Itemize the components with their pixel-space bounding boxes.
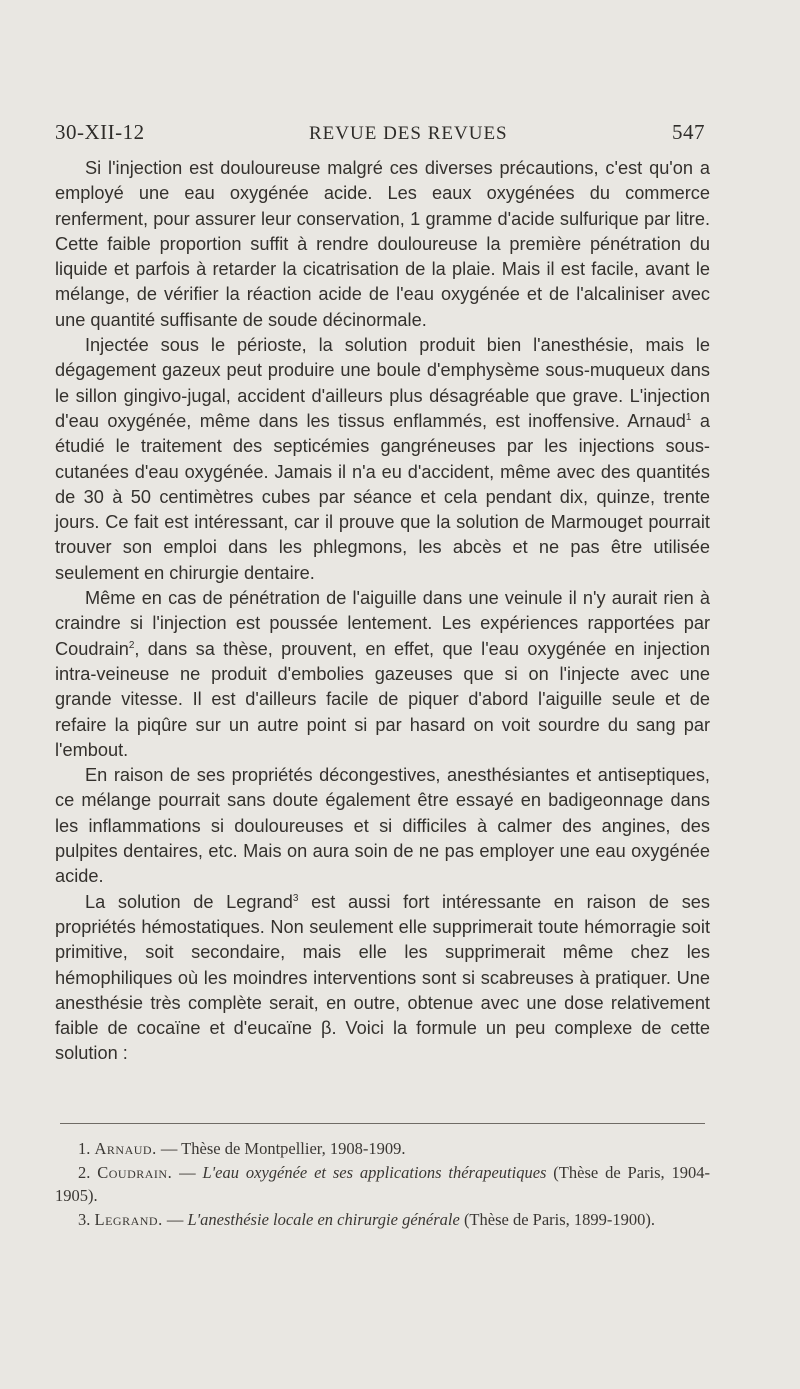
footnote-dash: — <box>172 1162 203 1182</box>
footnote-author: Legrand. <box>94 1209 163 1229</box>
footnote-divider <box>60 1123 705 1124</box>
paragraph-5-text: La solution de Legrand <box>85 891 293 912</box>
footnote-2 <box>55 1161 710 1208</box>
paragraph-5-text-cont: est aussi fort intéressante en raison de ses propriétés hémostatiques. Non seulement elle supprimerait toute hémorragie soit primitive, soit secondaire, mais elle les supprimerait même chez les hémophiliques où les moindres interventions sont si scabreuses à pratiquer. Une anesthésie très complète serait, en outre, obtenue avec une dose relativement faible de cocaïne et d'eucaïne β. Voici la formule un peu complexe de cette solution : <box>55 891 710 1064</box>
paragraph-2-text: Injectée sous le périoste, la solution produit bien l'anesthésie, mais le dégagement gazeux peut produire une boule d'emphysème sous-muqueux dans le sillon gingivo-jugal, accident d'ailleurs plus désagréable que grave. L'injection d'eau oxygénée, même dans les tissus enflammés, est inoffensive. Arnaud <box>55 335 710 431</box>
footnote-ref-1: 1 <box>685 411 692 423</box>
paragraph-2-text-cont: a étudié le traitement des septicémies gangréneuses par les injections sous-cutanées d'eau oxygénée. Jamais il n'a eu d'accident, même avec des quantités de 30 à 50 centimètres cubes par séance et cela pendant dix, quinze, trente jours. Ce fait est intéressant, car il prouve que la solution de Marmouget pourrait trouver son emploi dans les phlegmons, les abcès et ne pas être utilisée seulement en chirurgie dentaire. <box>55 410 710 583</box>
paragraph-4: En raison de ses propriétés décongestives, anesthésiantes et antiseptiques, ce mélange pourrait sans doute également être essayé en badigeonnage dans les inflammations si douloureuses et si difficiles à calmer des angines, des pulpites dentaires, etc. Mais on aura soin de ne pas employer une eau oxygénée acide. <box>55 765 710 887</box>
footnote-ref-3: 3 <box>292 892 299 904</box>
footnote-details: (Thèse de Paris, 1899-1900). <box>459 1209 656 1229</box>
footnote-details: (Thèse de Paris, 1904-1905). <box>55 1162 711 1205</box>
footnote-1 <box>55 1137 710 1161</box>
header-date: 30-XII-12 <box>55 120 145 144</box>
footnote-dash: — <box>162 1209 188 1229</box>
paragraph-1: Si l'injection est douloureuse malgré ces diverses précautions, c'est qu'on a employé une eau oxygénée acide. Les eaux oxygénées du commerce renferment, pour assurer leur conservation, 1 gramme d'acide sulfurique par litre. Cette faible proportion suffit à rendre douloureuse la première pénétration du liquide et parfois à retarder la cicatrisation de la plaie. Mais il est facile, avant le mélange, de vérifier la réaction acide de l'eau oxygénée et de l'alcaliniser avec une quantité suffisante de soude décinormale. <box>55 158 710 330</box>
article-body <box>55 156 710 1067</box>
paragraph-3-text: Même en cas de pénétration de l'aiguille dans une veinule il n'y aurait rien à craindre si l'injection est poussée lentement. Les expériences rapportées par Coudrain <box>55 588 710 659</box>
paragraph-5 <box>55 890 710 1067</box>
footnote-author: Coudrain. <box>97 1162 173 1182</box>
paragraph-3-text-cont: , dans sa thèse, prouvent, en effet, que l'eau oxygénée en injection intra-veineuse ne produit d'embolies gazeuses que si on l'injecte avec une grande vitesse. Il est d'ailleurs facile de piquer d'abord l'aiguille seule et de refaire la piqûre sur un autre point si par hasard on voit sourdre du sang par l'embout. <box>55 638 710 760</box>
running-header <box>55 120 705 145</box>
page-number: 547 <box>671 120 705 144</box>
paragraph-3 <box>55 586 710 763</box>
footnote-number: 2. <box>78 1162 91 1182</box>
journal-title: REVUE DES REVUES <box>309 123 508 144</box>
footnote-details: Thèse de Montpellier, 1908-1909. <box>181 1139 406 1158</box>
footnote-3 <box>55 1208 710 1232</box>
footnote-dash: — <box>156 1139 182 1158</box>
footnote-title: L'eau oxygénée et ses applications thérapeutiques <box>202 1162 547 1182</box>
paragraph-2 <box>55 333 710 586</box>
footnote-number: 1. <box>78 1139 91 1158</box>
footnote-ref-2: 2 <box>128 639 135 651</box>
footnote-title: L'anesthésie locale en chirurgie générale <box>187 1209 460 1229</box>
footnote-author: Arnaud. <box>94 1139 157 1158</box>
footnotes <box>55 1137 710 1231</box>
footnote-number: 3. <box>78 1209 91 1229</box>
